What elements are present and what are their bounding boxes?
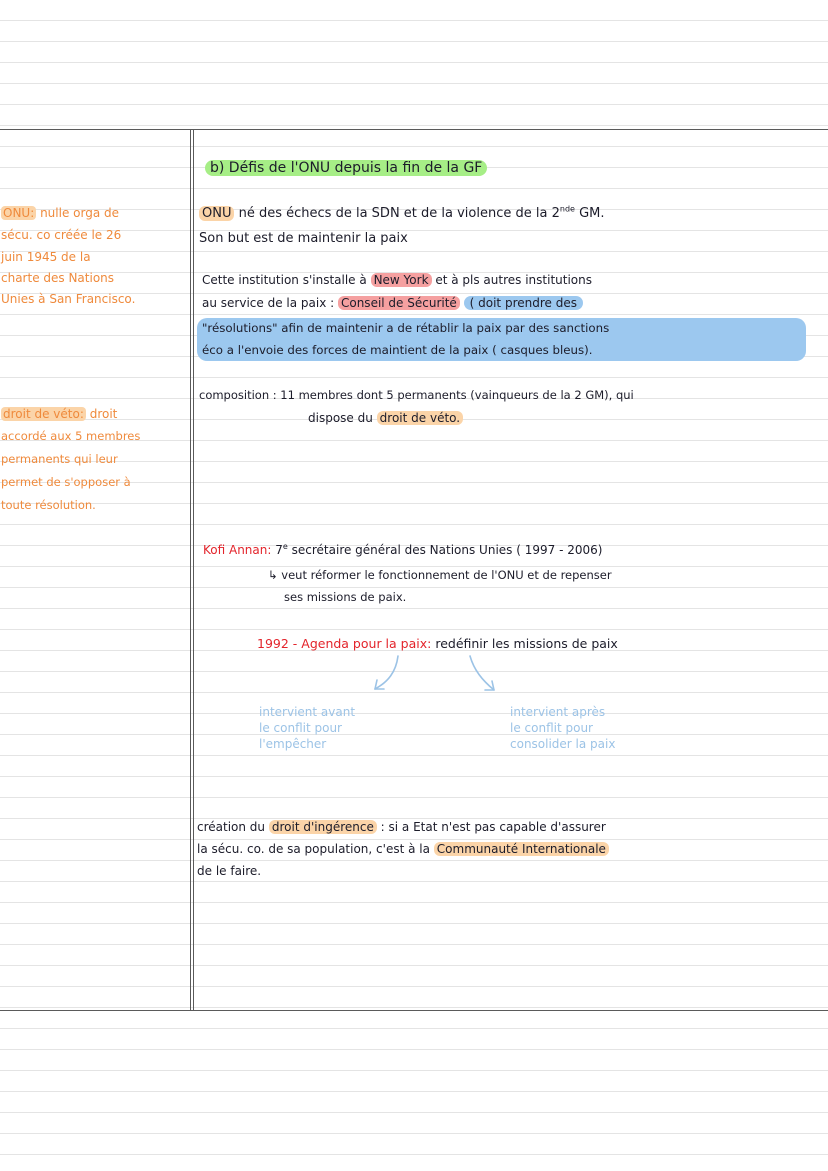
security-line-1: Cette institution s'installe à New York et à pls autres institutions (202, 273, 592, 287)
heading-text: b) Défis de l'ONU depuis la fin de la GF (205, 160, 487, 176)
right-branch-arrow (470, 656, 494, 690)
composition-line-1: composition : 11 membres dont 5 permanents (vainqueurs de la 2 GM), qui (199, 388, 634, 402)
intro-line-1: ONU né des échecs de la SDN et de la violence de la 2nde GM. (199, 203, 605, 224)
onu-note-line-4: charte des Nations (1, 271, 115, 285)
veto-note-line-1: droit de véto: droit (3, 407, 118, 421)
onu-note-line-2: sécu. co créée le 26 (1, 228, 122, 242)
conseil-securite-term: Conseil de Sécurité (338, 296, 460, 310)
annan-line-2: ↳ veut réformer le fonctionnement de l'ONU et de repenser (268, 568, 612, 582)
bottom-rule (0, 1010, 828, 1011)
onu-term: ONU (199, 206, 234, 221)
annan-name: Kofi Annan: (203, 543, 272, 557)
right-branch-line-3: consolider la paix (510, 737, 616, 751)
left-branch-arrow (375, 656, 398, 689)
security-line-4: éco a l'envoie des forces de maintient de la paix ( casques bleus). (202, 343, 593, 357)
intro-line-2: Son but est de maintenir la paix (199, 231, 408, 246)
top-rule (0, 129, 828, 130)
droit-ingerence-term: droit d'ingérence (269, 820, 377, 834)
ingerence-line-2: la sécu. co. de sa population, c'est à la Communauté Internationale (197, 839, 609, 860)
left-branch-line-3: l'empêcher (259, 737, 327, 751)
left-branch-line-2: le conflit pour (259, 721, 342, 735)
ingerence-line-1: création du droit d'ingérence : si a Etat n'est pas capable d'assurer (197, 820, 606, 834)
agenda-label: 1992 - Agenda pour la paix: (257, 636, 432, 651)
veto-note-line-3: permanents qui leur (1, 452, 118, 466)
veto-note-line-2: accordé aux 5 membres (1, 429, 141, 443)
onu-note-line-1: ONU: nulle orga de (3, 206, 120, 220)
veto-note-term: droit de véto: (3, 407, 84, 421)
left-branch-arrow-head (375, 680, 384, 689)
return-arrow-icon: ↳ (268, 568, 278, 582)
margin-rule-right (193, 129, 194, 1010)
agenda-line: 1992 - Agenda pour la paix: redéfinir les missions de paix (257, 636, 618, 651)
veto-note-line-4: permet de s'opposer à (1, 475, 131, 489)
annan-line-1: Kofi Annan: 7e secrétaire général des Nations Unies ( 1997 - 2006) (203, 542, 603, 557)
margin-rule-left (190, 129, 191, 1010)
right-branch-line-1: intervient après (510, 705, 606, 719)
onu-note-line-3: juin 1945 de la (1, 250, 91, 264)
section-heading (205, 158, 487, 179)
annan-line-3: ses missions de paix. (284, 590, 407, 604)
security-line-2: au service de la paix : Conseil de Sécurité ( doit prendre des (202, 293, 583, 314)
communaute-term: Communauté Internationale (434, 842, 609, 856)
composition-line-2: dispose du droit de véto. (308, 408, 463, 429)
onu-note-line-5: Unies à San Francisco. (1, 292, 136, 306)
new-york-term: New York (371, 273, 432, 287)
onu-note-term: ONU: (3, 206, 35, 220)
security-line-3: "résolutions" afin de maintenir a de rétablir la paix par des sanctions (202, 321, 610, 335)
veto-note-line-5: toute résolution. (1, 498, 96, 512)
left-branch-line-1: intervient avant (259, 705, 356, 719)
ingerence-line-3: de le faire. (197, 864, 262, 878)
droit-veto-term: droit de véto. (377, 411, 463, 425)
right-branch-line-2: le conflit pour (510, 721, 593, 735)
right-branch-arrow-head (485, 681, 494, 690)
